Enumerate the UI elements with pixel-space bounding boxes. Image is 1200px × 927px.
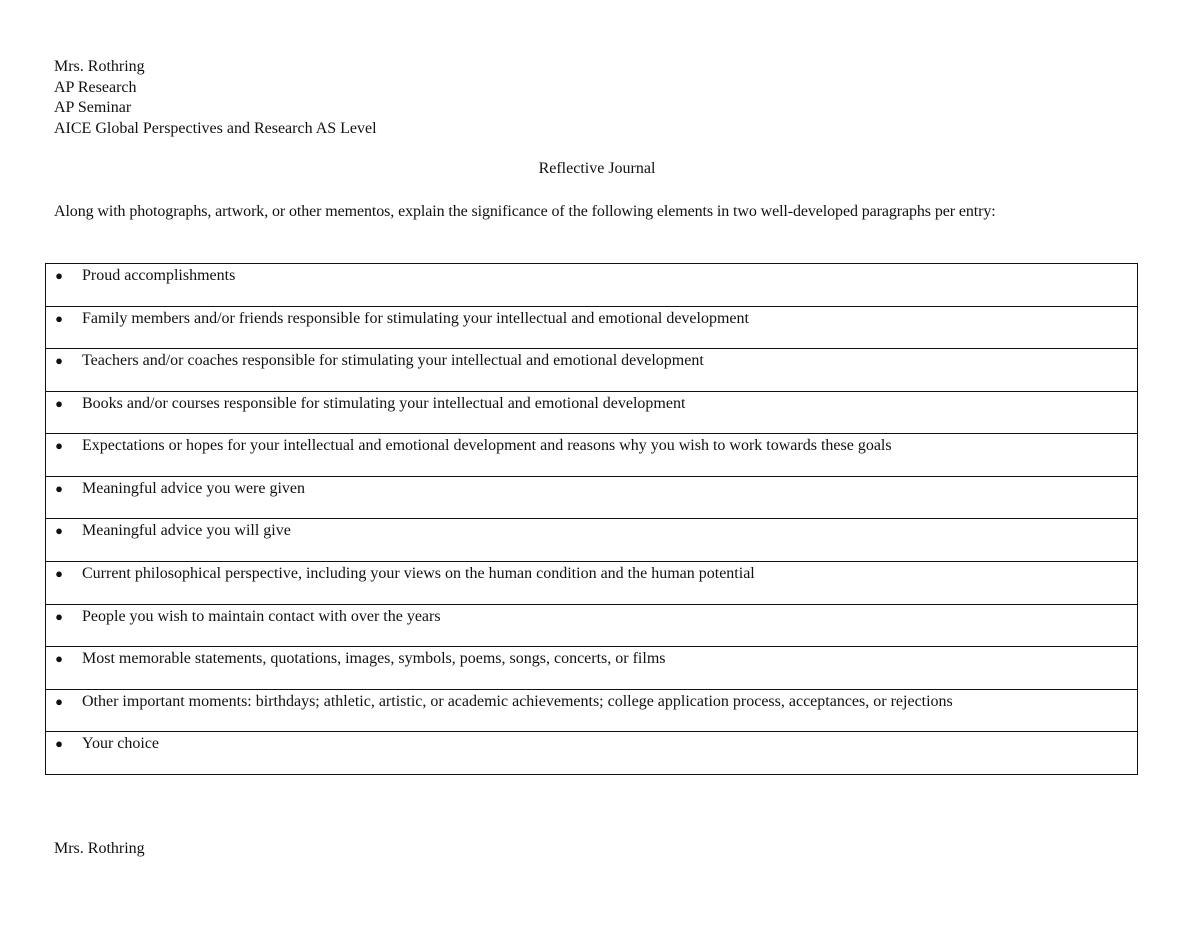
prompt-cell xyxy=(46,562,1138,605)
bullet-icon: ● xyxy=(55,353,63,369)
list-item xyxy=(46,392,1137,434)
course-ap-research: AP Research xyxy=(54,78,137,96)
list-item xyxy=(46,690,1137,732)
prompt-text: People you wish to maintain contact with over the years xyxy=(82,607,441,625)
table-row xyxy=(46,689,1138,732)
table-row xyxy=(46,519,1138,562)
list-item xyxy=(46,477,1137,519)
prompt-text: Current philosophical perspective, including your views on the human condition and the human potential xyxy=(82,565,755,583)
list-item xyxy=(46,434,1137,476)
table-row xyxy=(46,434,1138,477)
prompt-text: Books and/or courses responsible for stimulating your intellectual and emotional development xyxy=(82,394,686,412)
prompt-cell xyxy=(46,604,1138,647)
prompt-text: Meaningful advice you were given xyxy=(82,479,306,497)
table-row xyxy=(46,647,1138,690)
bullet-icon: ● xyxy=(55,566,63,582)
teacher-name: Mrs. Rothring xyxy=(54,58,145,75)
prompt-text: Your choice xyxy=(82,735,160,753)
footer-teacher-name: Mrs. Rothring xyxy=(54,840,145,857)
list-item xyxy=(46,647,1137,689)
list-item xyxy=(46,264,1137,306)
bullet-icon: ● xyxy=(55,736,63,752)
prompt-text: Most memorable statements, quotations, images, symbols, poems, songs, concerts, or films xyxy=(82,650,666,668)
prompt-text: Meaningful advice you will give xyxy=(82,522,291,540)
bullet-icon: ● xyxy=(55,438,63,454)
bullet-icon: ● xyxy=(55,523,63,539)
table-row xyxy=(46,732,1138,775)
prompt-text: Teachers and/or coaches responsible for stimulating your intellectual and emotional development xyxy=(82,352,704,370)
prompt-cell xyxy=(46,732,1138,775)
prompt-cell xyxy=(46,476,1138,519)
document-title: Reflective Journal xyxy=(538,160,656,177)
table-row xyxy=(46,562,1138,605)
table-row xyxy=(46,306,1138,349)
prompt-cell xyxy=(46,647,1138,690)
prompt-text: Family members and/or friends responsible for stimulating your intellectual and emotional development xyxy=(82,309,749,327)
bullet-icon: ● xyxy=(55,310,63,326)
course-aice-global-perspectives: AICE Global Perspectives and Research AS Level xyxy=(54,119,377,137)
bullet-icon: ● xyxy=(55,693,63,709)
list-item xyxy=(46,307,1137,349)
instructions-paragraph: Along with photographs, artwork, or other mementos, explain the significance of the following elements in two well-developed paragraphs per entry: xyxy=(54,203,996,220)
table-row xyxy=(46,476,1138,519)
journal-prompts-table xyxy=(45,263,1138,775)
prompt-cell xyxy=(46,689,1138,732)
list-item xyxy=(46,519,1137,561)
course-ap-seminar: AP Seminar xyxy=(54,99,132,116)
prompt-cell xyxy=(46,519,1138,562)
prompt-cell xyxy=(46,264,1138,307)
prompt-cell xyxy=(46,391,1138,434)
table-row xyxy=(46,391,1138,434)
bullet-icon: ● xyxy=(55,395,63,411)
table-row xyxy=(46,264,1138,307)
table-row xyxy=(46,349,1138,392)
bullet-icon: ● xyxy=(55,651,63,667)
list-item xyxy=(46,732,1137,774)
list-item xyxy=(46,562,1137,604)
bullet-icon: ● xyxy=(55,608,63,624)
prompt-text: Other important moments: birthdays; athletic, artistic, or academic achievements; college application process, acceptances, or rejections xyxy=(82,692,953,710)
list-item xyxy=(46,349,1137,391)
list-item xyxy=(46,605,1137,647)
prompt-cell xyxy=(46,306,1138,349)
prompt-text: Proud accomplishments xyxy=(82,267,236,284)
prompt-cell xyxy=(46,434,1138,477)
prompt-text: Expectations or hopes for your intellectual and emotional development and reasons why you wish to work towards these goals xyxy=(82,437,892,455)
prompt-cell xyxy=(46,349,1138,392)
bullet-icon: ● xyxy=(55,268,63,283)
table-row xyxy=(46,604,1138,647)
bullet-icon: ● xyxy=(55,480,63,496)
document-header xyxy=(54,57,377,139)
